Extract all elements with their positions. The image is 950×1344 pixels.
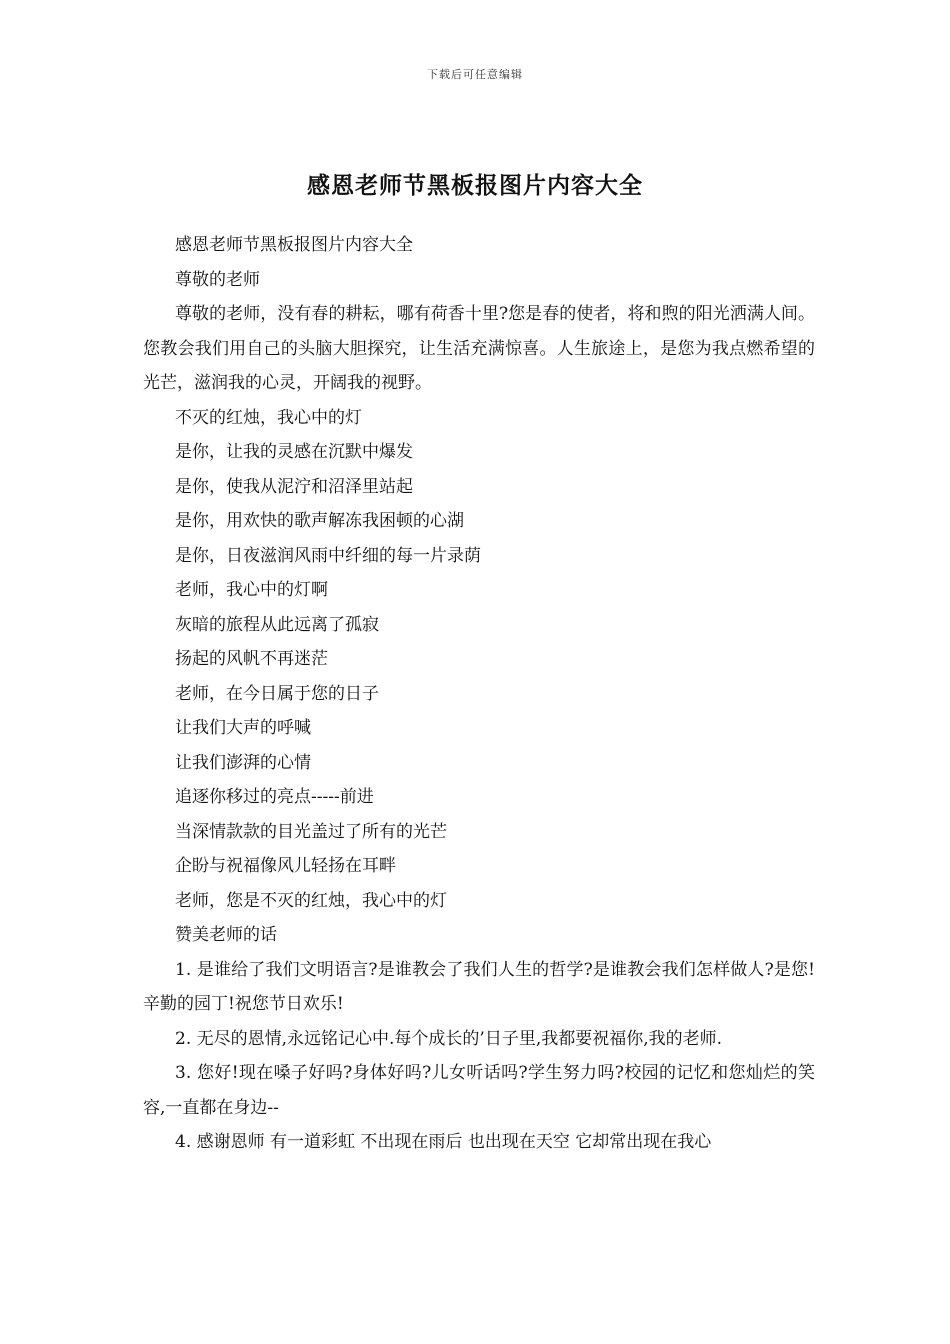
poem-line: 让我们大声的呼喊 xyxy=(175,718,311,738)
document-body xyxy=(143,228,815,1160)
section-heading: 赞美老师的话 xyxy=(175,925,277,945)
body-paragraph: 尊敬的老师 xyxy=(175,269,260,290)
numbered-item: 3. 您好!现在嗓子好吗?身体好吗?儿女听话吗?学生努力吗?校园的记忆和您灿烂的笑容,一直都在身边-- xyxy=(143,1063,815,1118)
poem-line: 扬起的风帆不再迷茫 xyxy=(175,649,328,669)
poem-line: 是你，让我的灵感在沉默中爆发 xyxy=(175,442,413,462)
poem-line: 是你，用欢快的歌声解冻我困顿的心湖 xyxy=(175,511,464,531)
poem-line: 老师，我心中的灯啊 xyxy=(175,580,328,600)
poem-line: 老师，您是不灭的红烛，我心中的灯 xyxy=(175,890,447,911)
poem-line: 不灭的红烛，我心中的灯 xyxy=(175,407,362,428)
poem-line: 是你，使我从泥泞和沼泽里站起 xyxy=(175,476,413,497)
numbered-item: 4. 感谢恩师 有一道彩虹 不出现在雨后 也出现在天空 它却常出现在我心 xyxy=(175,1132,712,1152)
poem-line: 追逐你移过的亮点-----前进 xyxy=(175,787,374,807)
poem-line: 是你，日夜滋润风雨中纤细的每一片录荫 xyxy=(175,545,481,566)
poem-line: 老师，在今日属于您的日子 xyxy=(175,683,379,704)
body-paragraph: 感恩老师节黑板报图片内容大全 xyxy=(175,235,413,255)
numbered-item: 1. 是谁给了我们文明语言?是谁教会了我们人生的哲学?是谁教会我们怎样做人?是您!辛勤的园丁!祝您节日欢乐! xyxy=(143,959,815,1014)
poem-line: 灰暗的旅程从此远离了孤寂 xyxy=(175,614,379,635)
poem-line: 企盼与祝福像风儿轻扬在耳畔 xyxy=(175,856,396,876)
page-header-note: 下载后可任意编辑 xyxy=(427,68,523,81)
poem-line: 当深情款款的目光盖过了所有的光芒 xyxy=(175,821,447,842)
poem-line: 让我们澎湃的心情 xyxy=(175,752,311,773)
body-paragraph: 尊敬的老师，没有春的耕耘，哪有荷香十里?您是春的使者，将和煦的阳光洒满人间。您教会我们用自己的头脑大胆探究，让生活充满惊喜。人生旅途上，是您为我点燃希望的光芒，滋润我的心灵，开阔我的视野。 xyxy=(143,304,815,393)
numbered-item: 2. 无尽的恩情,永远铭记心中.每个成长的’日子里,我都要祝福你,我的老师. xyxy=(175,1028,723,1049)
document-title: 感恩老师节黑板报图片内容大全 xyxy=(307,172,643,200)
